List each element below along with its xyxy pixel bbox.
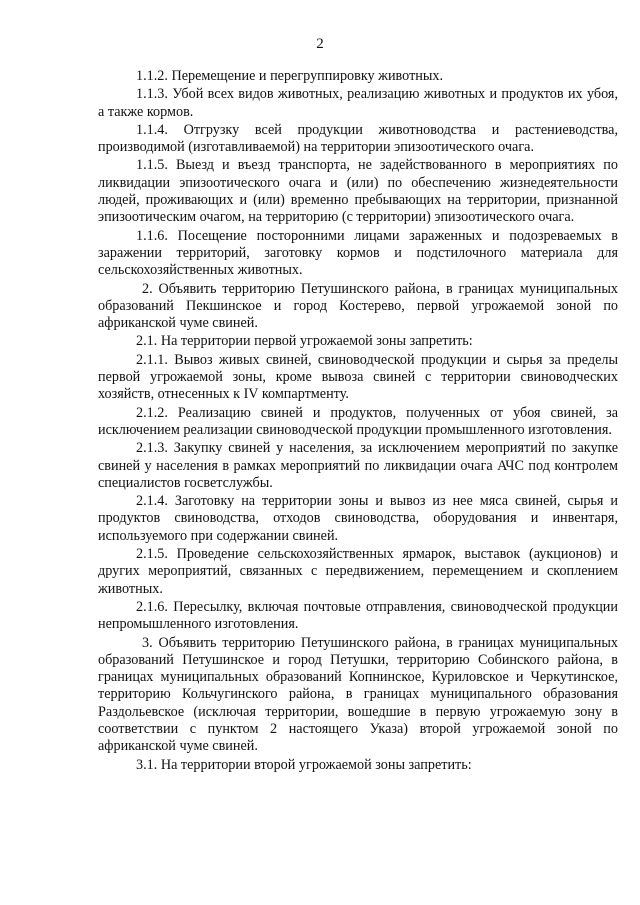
paragraph-2-1-2: 2.1.2. Реализацию свиней и продуктов, полученных от убоя свиней, за исключением реализации свиноводческой продукции промышленного изготовления. xyxy=(98,404,618,438)
document-body xyxy=(98,68,618,774)
paragraph-3-1: 3.1. На территории второй угрожаемой зоны запретить: xyxy=(136,756,472,773)
paragraph-1-1-6: 1.1.6. Посещение посторонними лицами зараженных и подозреваемых в заражении территорий, заготовку кормов и подстилочного материала для сельскохозяйственных животных. xyxy=(98,227,618,279)
paragraph-2-1-5: 2.1.5. Проведение сельскохозяйственных ярмарок, выставок (аукционов) и других мероприятий, связанных с передвижением, перемещением и скоплением животных. xyxy=(98,546,618,597)
paragraph-1-1-3: 1.1.3. Убой всех видов животных, реализацию животных и продуктов их убоя, а также кормов. xyxy=(98,86,618,120)
paragraph-2-1-4: 2.1.4. Заготовку на территории зоны и вывоз из нее мяса свиней, сырья и продуктов свиноводства, отходов свиноводства, оборудования и инвентаря, используемого при содержании свиней. xyxy=(98,493,618,544)
paragraph-1-1-2: 1.1.2. Перемещение и перегруппировку животных. xyxy=(136,68,444,84)
paragraph-2-1-6: 2.1.6. Пересылку, включая почтовые отправления, свиноводческой продукции непромышленного изготовления. xyxy=(98,598,618,633)
paragraph-1-1-4: 1.1.4. Отгрузку всей продукции животноводства и растениеводства, производимой (изготавливаемой) на территории эпизоотического очага. xyxy=(98,121,618,156)
paragraph-2: 2. Объявить территорию Петушинского района, в границах муниципальных образований Пекшинское и город Костерево, первой угрожаемой зоной по африканской чуме свиней. xyxy=(98,280,618,332)
paragraph-2-1-3: 2.1.3. Закупку свиней у населения, за исключением мероприятий по закупке свиней у населения в рамках мероприятий по ликвидации очага АЧС под контролем специалистов госветслужбы. xyxy=(98,440,618,491)
paragraph-1-1-5: 1.1.5. Выезд и въезд транспорта, не задействованного в мероприятиях по ликвидации эпизоотического очага и (или) по обеспечению жизнедеятельности людей, проживающих и (или) временно пребывающих на территории, признанной эпизоотическим очагом, на территорию (с территории) эпизоотического очага. xyxy=(98,157,618,226)
paragraph-2-1: 2.1. На территории первой угрожаемой зоны запретить: xyxy=(136,333,473,350)
paragraph-2-1-1: 2.1.1. Вывоз живых свиней, свиноводческой продукции и сырья за пределы первой угрожаемой зоны, кроме вывоза свиней с территории свиноводческих хозяйств, отнесенных к IV компартменту. xyxy=(98,351,618,403)
paragraph-3: 3. Объявить территорию Петушинского района, в границах муниципальных образований Петушинское и город Петушки, территорию Собинского района, в границах муниципальных образований Копнинское, Куриловское и Черкутинское, территорию Кольчугинского района, в границах муниципального образования Раздольевское (исключая территории, вошедшие в первую угрожаемую зону в соответствии с пунктом 2 настоящего Указа) второй угрожаемой зоной по африканской чуме свиней. xyxy=(98,634,618,755)
page-number: 2 xyxy=(316,36,324,52)
